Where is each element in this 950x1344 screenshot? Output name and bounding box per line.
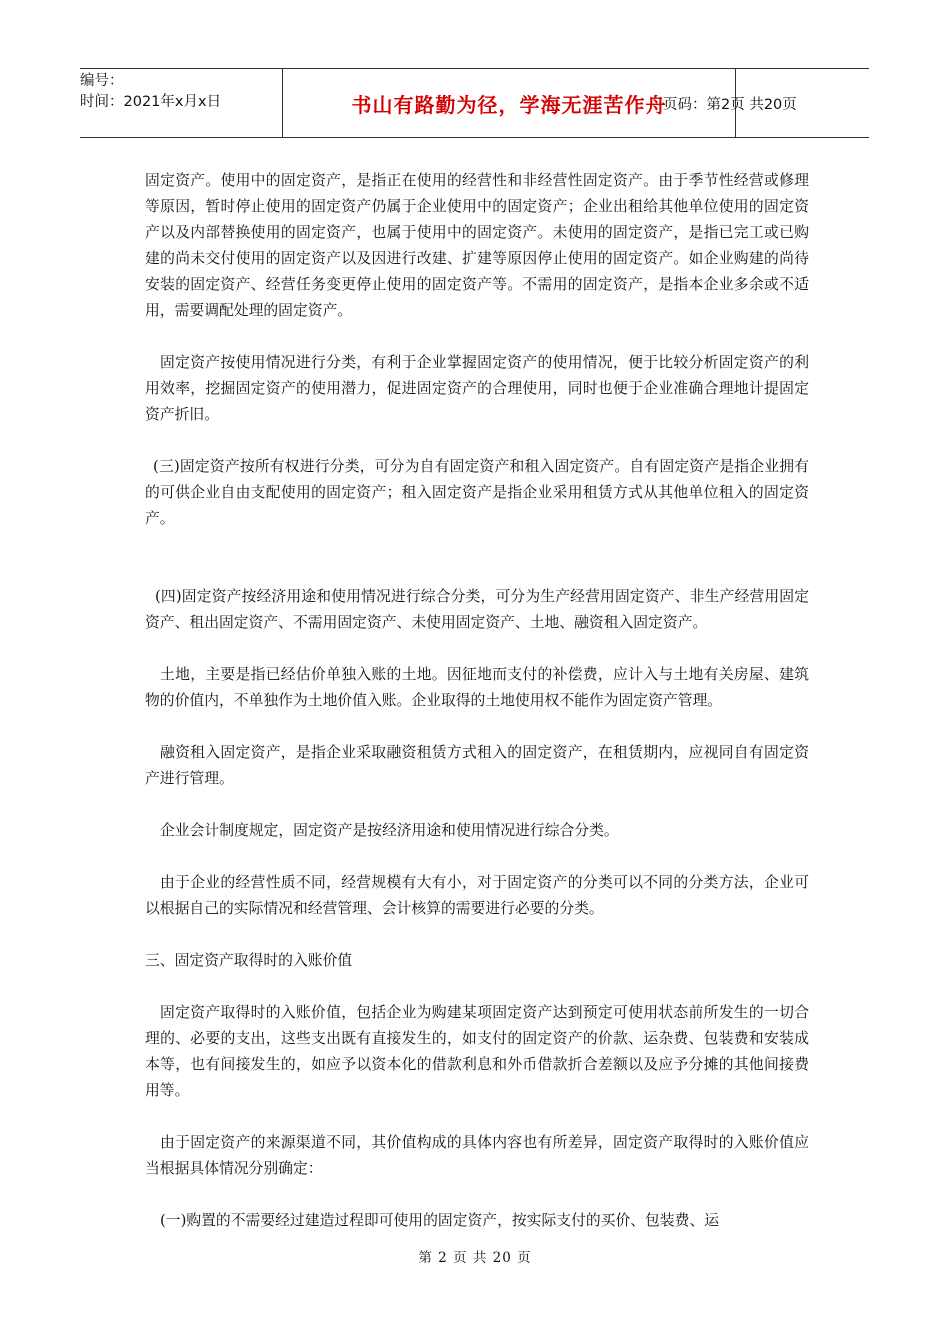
page-header xyxy=(80,68,869,138)
document-body xyxy=(145,168,809,1234)
header-page-label: 页码：第2页 共20页 xyxy=(663,96,797,113)
paragraph-10: 由于固定资产的来源渠道不同，其价值构成的具体内容也有所差异，固定资产取得时的入账价值应当根据具体情况分别确定： xyxy=(145,1134,809,1177)
header-meta xyxy=(80,69,280,137)
paragraph-4: (四)固定资产按经济用途和使用情况进行综合分类，可分为生产经营用固定资产、非生产经营用固定资产、租出固定资产、不需用固定资产、未使用固定资产、土地、融资租入固定资产。 xyxy=(145,588,809,631)
page-footer: 第 2 页 共 20 页 xyxy=(418,1250,532,1266)
paragraph-8: 由于企业的经营性质不同，经营规模有大有小，对于固定资产的分类可以不同的分类方法，企业可以根据自己的实际情况和经营管理、会计核算的需要进行必要的分类。 xyxy=(145,874,809,917)
paragraph-1: 固定资产。使用中的固定资产，是指正在使用的经营性和非经营性固定资产。由于季节性经营或修理等原因，暂时停止使用的固定资产仍属于企业使用中的固定资产；企业出租给其他单位使用的固定资产以及内部替换使用的固定资产，也属于使用中的固定资产。未使用的固定资产，是指已完工或已购建的尚未交付使用的固定资产以及因进行改建、扩建等原因停止使用的固定资产。如企业购建的尚待安装的固定资产、经营任务变更停止使用的固定资产等。不需用的固定资产，是指本企业多余或不适用，需要调配处理的固定资产。 xyxy=(145,172,809,319)
paragraph-11: (一)购置的不需要经过建造过程即可使用的固定资产，按实际支付的买价、包装费、运 xyxy=(160,1212,720,1229)
document-number-label: 编号： xyxy=(80,73,124,89)
document-time-label: 时间：2021年x月x日 xyxy=(80,94,222,110)
paragraph-3: (三)固定资产按所有权进行分类，可分为自有固定资产和租入固定资产。自有固定资产是指企业拥有的可供企业自由支配使用的固定资产；租入固定资产是指企业采用租赁方式从其他单位租入的固定资产。 xyxy=(145,458,809,527)
paragraph-6: 融资租入固定资产，是指企业采取融资租赁方式租入的固定资产，在租赁期内，应视同自有固定资产进行管理。 xyxy=(145,744,809,787)
header-motto: 书山有路勤为径，学海无涯苦作舟 xyxy=(282,69,736,137)
section-heading: 三、固定资产取得时的入账价值 xyxy=(145,952,353,969)
paragraph-7: 企业会计制度规定，固定资产是按经济用途和使用情况进行综合分类。 xyxy=(160,822,619,839)
paragraph-9: 固定资产取得时的入账价值，包括企业为购建某项固定资产达到预定可使用状态前所发生的一切合理的、必要的支出，这些支出既有直接发生的，如支付的固定资产的价款、运杂费、包装费和安装成本等，也有间接发生的，如应予以资本化的借款利息和外币借款折合差额以及应予分摊的其他间接费用等。 xyxy=(145,1004,809,1099)
paragraph-5: 土地，主要是指已经估价单独入账的土地。因征地而支付的补偿费，应计入与土地有关房屋、建筑物的价值内，不单独作为土地价值入账。企业取得的土地使用权不能作为固定资产管理。 xyxy=(145,666,809,709)
paragraph-2: 固定资产按使用情况进行分类，有利于企业掌握固定资产的使用情况，便于比较分析固定资产的利用效率，挖掘固定资产的使用潜力，促进固定资产的合理使用，同时也便于企业准确合理地计提固定资产折旧。 xyxy=(145,354,809,423)
